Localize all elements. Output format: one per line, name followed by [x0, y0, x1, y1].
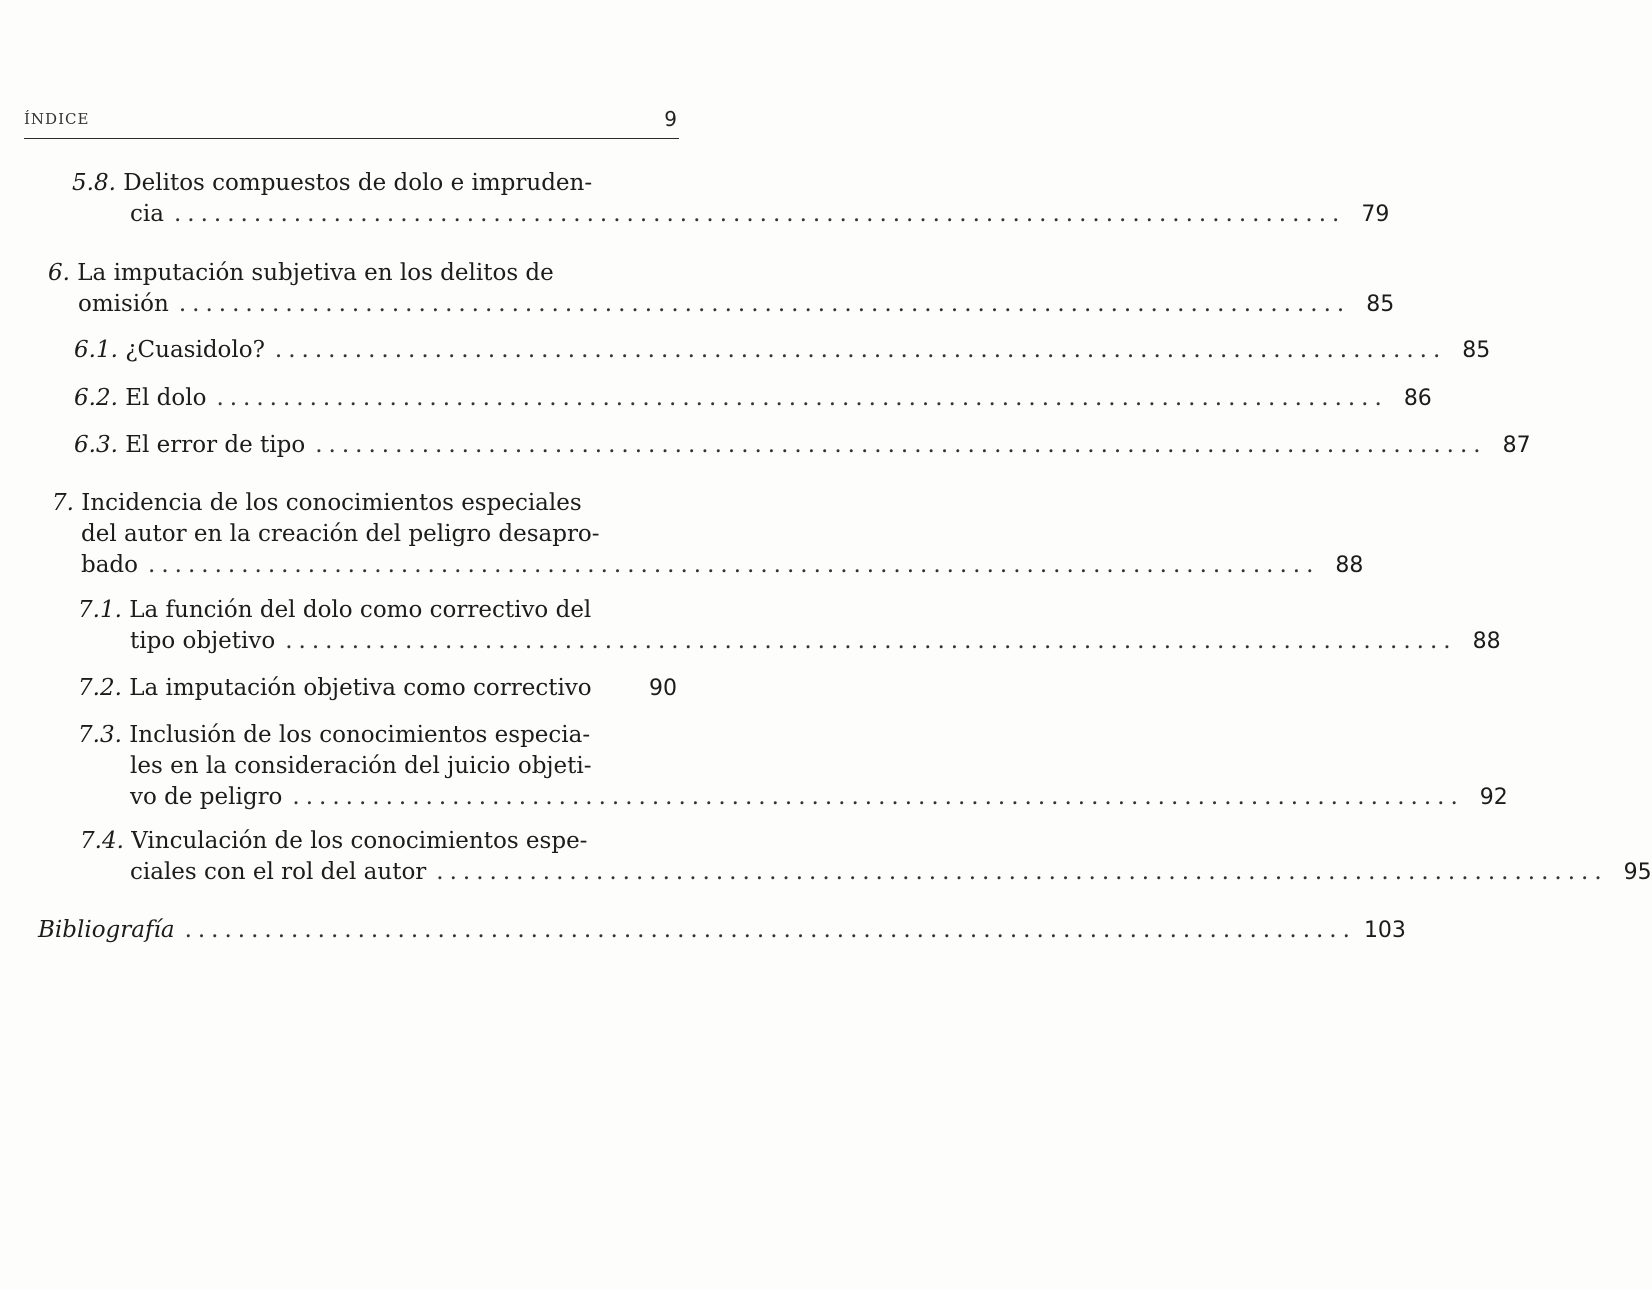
toc-entry-page: 90: [649, 676, 677, 701]
dot-leader: ........................................................................................: [436, 859, 1608, 885]
dot-leader: ........................................................................................: [315, 432, 1487, 458]
toc-entry-7[interactable]: [52, 488, 1364, 581]
toc-entry-6[interactable]: [48, 258, 1395, 320]
toc-entry-text: tipo objetivo: [130, 628, 276, 654]
toc-entry-text: ¿Cuasidolo?: [125, 337, 265, 363]
toc-entry-text: cia: [130, 201, 164, 227]
toc-entry-7-2[interactable]: [78, 673, 677, 704]
toc-entry-line: [48, 258, 677, 289]
dot-leader: ........................................................................................: [274, 337, 1447, 363]
toc-entry-line: [38, 915, 1406, 946]
toc-entry-page: 87: [1502, 433, 1531, 458]
dot-leader: ........................................................................................: [184, 917, 1356, 943]
toc-entry-text: les en la consideración del juicio objeti-: [130, 753, 592, 779]
page-number: 9: [664, 107, 677, 131]
toc-entry-text: Incidencia de los conocimientos especiales: [81, 490, 582, 516]
running-header-title: ÍNDICE: [24, 110, 90, 128]
toc-entry-7-3[interactable]: [78, 720, 1508, 813]
toc-entry-line: [78, 626, 1501, 657]
toc-entry-6-1[interactable]: [74, 335, 1491, 366]
toc-entry-page: 95: [1623, 860, 1652, 885]
toc-entry-line: [52, 519, 677, 550]
dot-leader: ........................................................................................: [216, 385, 1388, 411]
toc-entry-line: [78, 751, 677, 782]
toc-entry-6-3[interactable]: [74, 430, 1531, 461]
toc-entry-text: ciales con el rol del autor: [130, 859, 427, 885]
dot-leader: ........................................................................................: [173, 201, 1346, 227]
toc-entry-page: 92: [1479, 785, 1508, 810]
toc-entry-line: [72, 199, 1390, 230]
toc-entry-text: El dolo: [125, 385, 207, 411]
toc-entry-number: 6.2.: [74, 385, 118, 411]
toc-entry-text: Vinculación de los conocimientos espe-: [131, 828, 588, 854]
toc-entry-line: [52, 488, 677, 519]
toc-entry-text: La imputación subjetiva en los delitos de: [77, 260, 554, 286]
toc-entry-line: [78, 720, 677, 751]
dot-leader: ........................................................................................: [148, 552, 1320, 578]
toc-entry-line: [74, 335, 1491, 366]
toc-entry-line: [72, 168, 677, 199]
toc-entry-line: [48, 289, 1395, 320]
toc-entry-7-4[interactable]: [80, 826, 1652, 888]
toc-entry-text: El error de tipo: [125, 432, 306, 458]
toc-entry-text: del autor en la creación del peligro desapro-: [81, 521, 600, 547]
toc-entry-number: 6.: [48, 260, 70, 286]
toc-entry-line: [74, 430, 1531, 461]
toc-entry-text: Delitos compuestos de dolo e impruden-: [123, 170, 593, 196]
toc-entry-line: [80, 857, 1652, 888]
toc-entry-page: 88: [1472, 629, 1501, 654]
toc-entry-number: 7.: [52, 490, 74, 516]
toc-entry-page: 88: [1335, 553, 1364, 578]
toc-entry-number: 7.2.: [78, 675, 122, 701]
toc-entry-line: [74, 383, 1432, 414]
toc-entry-line: [78, 782, 1508, 813]
toc-entry-text: omisión: [78, 291, 169, 317]
toc-entry-line: [78, 673, 677, 704]
toc-entry-text: vo de peligro: [130, 784, 283, 810]
toc-entry-5-8[interactable]: [72, 168, 1390, 230]
toc-entry-number: 5.8.: [72, 170, 116, 196]
toc-entry-number: 7.1.: [78, 597, 122, 623]
dot-leader: ........................................................................................: [285, 628, 1457, 654]
toc-entry-6-2[interactable]: [74, 383, 1432, 414]
toc-entry-bibliografia[interactable]: [38, 915, 1406, 946]
toc-entry-page: 103: [1363, 918, 1406, 943]
toc-entry-7-1[interactable]: [78, 595, 1501, 657]
toc-entry-text: bado: [81, 552, 139, 578]
toc-entry-line: [80, 826, 677, 857]
toc-entry-line: [52, 550, 1364, 581]
toc-entry-page: 86: [1403, 386, 1432, 411]
toc-entry-line: [78, 595, 677, 626]
toc-entry-text: Bibliografía: [38, 917, 175, 943]
toc-entry-text: La imputación objetiva como correctivo: [129, 675, 592, 701]
running-header: [24, 104, 679, 139]
toc-entry-page: 85: [1366, 292, 1395, 317]
toc-entry-text: La función del dolo como correctivo del: [129, 597, 592, 623]
toc-entry-number: 6.3.: [74, 432, 118, 458]
toc-entry-page: 85: [1462, 338, 1491, 363]
dot-leader: ........................................................................................: [292, 784, 1464, 810]
toc-entry-number: 6.1.: [74, 337, 118, 363]
toc-entry-page: 79: [1361, 202, 1390, 227]
toc-entry-number: 7.4.: [80, 828, 124, 854]
dot-leader: ........................................................................................: [178, 291, 1351, 317]
toc-entry-number: 7.3.: [78, 722, 122, 748]
toc-entry-text: Inclusión de los conocimientos especia-: [129, 722, 591, 748]
